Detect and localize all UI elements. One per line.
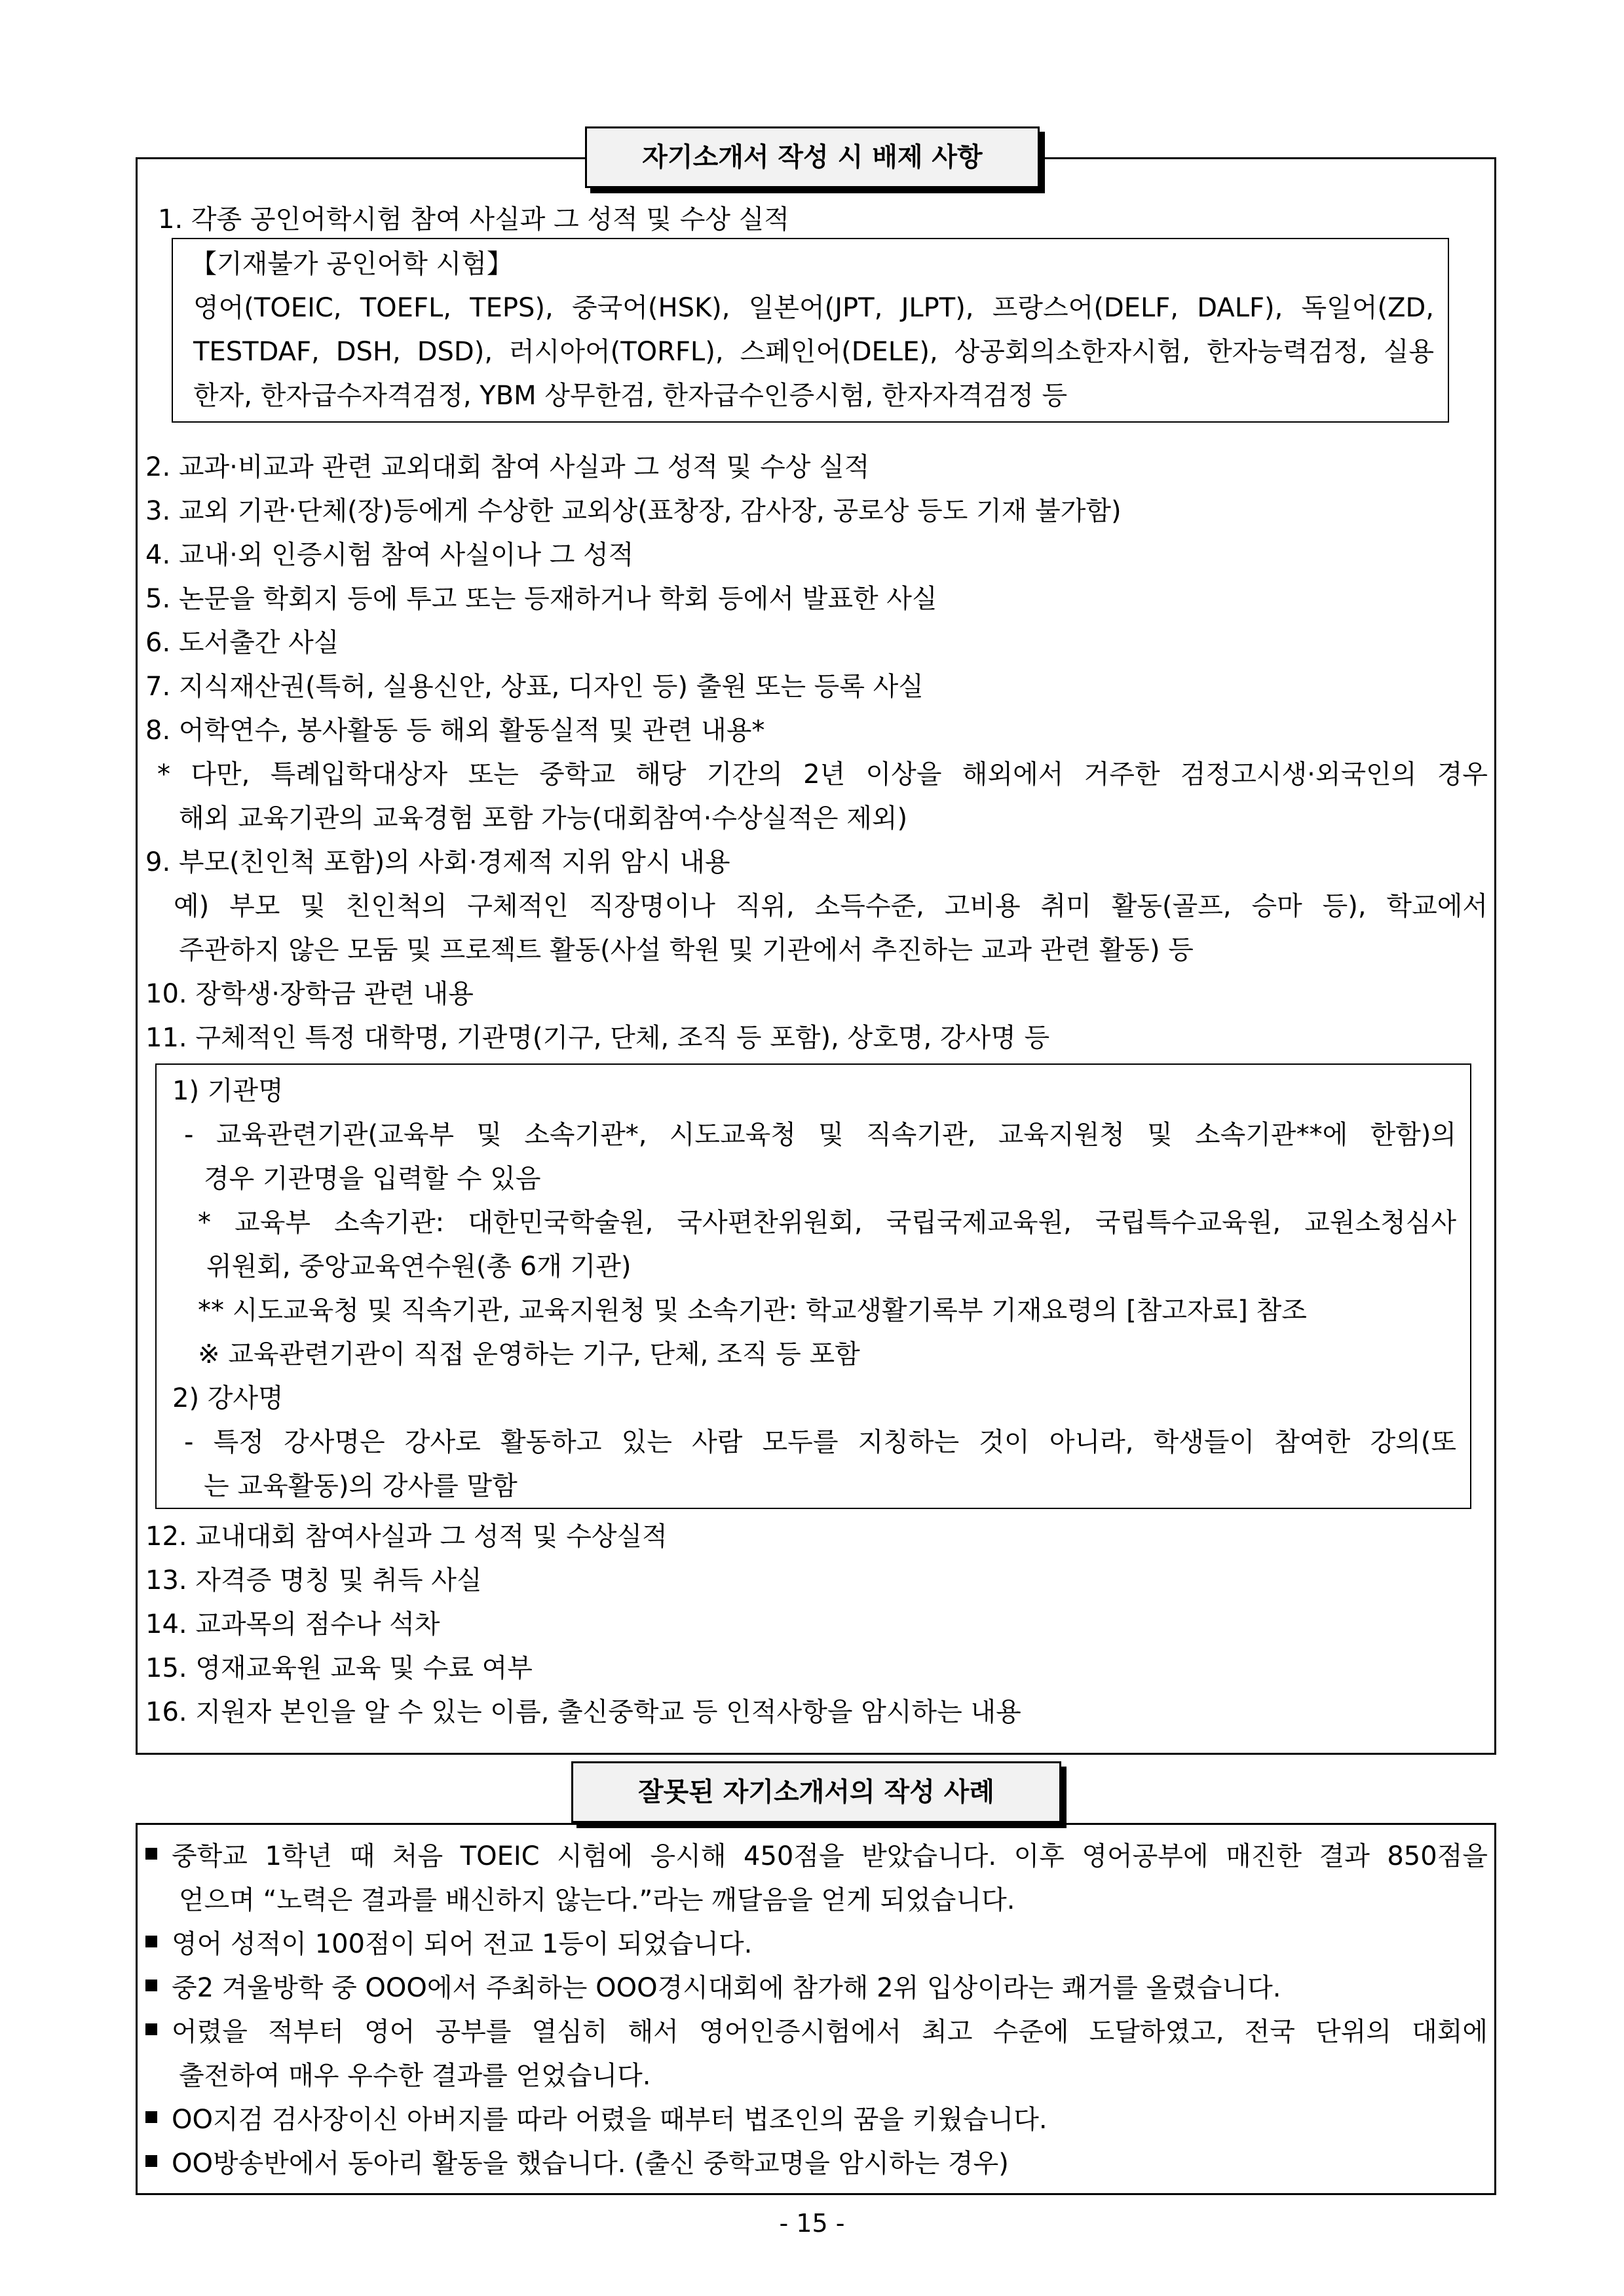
item-2: 2. 교과·비교과 관련 교외대회 참여 사실과 그 성적 및 수상 실적 [145, 452, 870, 482]
language-test-line: 영어(TOEIC, TOEFL, TEPS), 중국어(HSK), 일본어(JPT, JLPT), 프랑스어(DELF, DALF), 독일어(ZD, [193, 293, 1434, 323]
institution-line: 경우 기관명을 입력할 수 있음 [204, 1164, 541, 1194]
item-6: 6. 도서출간 사실 [145, 628, 339, 658]
item-12: 12. 교내대회 참여사실과 그 성적 및 수상실적 [145, 1521, 668, 1552]
square-bullet-icon [145, 1936, 157, 1947]
square-bullet-icon [145, 2111, 157, 2123]
example-item: 어렸을 적부터 영어 공부를 열심히 해서 영어인증시험에서 최고 수준에 도달하였고, 전국 단위의 대회에 [145, 2010, 1488, 2054]
square-bullet-icon [145, 2155, 157, 2167]
square-bullet-icon [145, 2023, 157, 2035]
example-item: OO지검 검사장이신 아버지를 따라 어렸을 때부터 법조인의 꿈을 키웠습니다. [145, 2098, 1048, 2141]
square-bullet-icon [145, 1848, 157, 1860]
exclusion-section-title: 자기소개서 작성 시 배제 사항 [585, 126, 1040, 188]
institution-note: 위원회, 중앙교육연수원(총 6개 기관) [206, 1252, 632, 1282]
item-5: 5. 논문을 학회지 등에 투고 또는 등재하거나 학회 등에서 발표한 사실 [145, 584, 937, 614]
item-15: 15. 영재교육원 교육 및 수료 여부 [145, 1653, 533, 1683]
square-bullet-icon [145, 1980, 157, 1991]
item-9-example: 주관하지 않은 모둠 및 프로젝트 활동(사설 학원 및 기관에서 추진하는 교과 관련 활동) 등 [179, 935, 1194, 965]
item-3: 3. 교외 기관·단체(장)등에게 수상한 교외상(표창장, 감사장, 공로상 등도 기재 불가함) [145, 496, 1122, 526]
example-item: OO방송반에서 동아리 활동을 했습니다. (출신 중학교명을 암시하는 경우) [145, 2142, 1009, 2185]
example-item: 중학교 1학년 때 처음 TOEIC 시험에 응시해 450점을 받았습니다. 이후 영어공부에 매진한 결과 850점을 [145, 1835, 1488, 1878]
item-14: 14. 교과목의 점수나 석차 [145, 1609, 440, 1639]
institution-note: * 교육부 소속기관: 대한민국학술원, 국사편찬위원회, 국립국제교육원, 국립특수교육원, 교원소청심사 [198, 1208, 1456, 1238]
language-test-heading: 【기재불가 공인어학 시험】 [191, 249, 513, 279]
institution-line: - 교육관련기관(교육부 및 소속기관*, 시도교육청 및 직속기관, 교육지원청 및 소속기관**에 한함)의 [184, 1120, 1456, 1150]
instructor-line: 는 교육활동)의 강사를 말함 [204, 1471, 518, 1501]
item-1: 1. 각종 공인어학시험 참여 사실과 그 성적 및 수상 실적 [158, 204, 790, 235]
item-9: 9. 부모(친인척 포함)의 사회·경제적 지위 암시 내용 [145, 847, 730, 877]
item-8: 8. 어학연수, 봉사활동 등 해외 활동실적 및 관련 내용* [145, 716, 765, 746]
item-4: 4. 교내·외 인증시험 참여 사실이나 그 성적 [145, 540, 634, 570]
language-test-line: 한자, 한자급수자격검정, YBM 상무한검, 한자급수인증시험, 한자자격검정 등 [193, 381, 1068, 411]
institution-note: ※ 교육관련기관이 직접 운영하는 기구, 단체, 조직 등 포함 [198, 1339, 860, 1369]
item-10: 10. 장학생·장학금 관련 내용 [145, 979, 474, 1009]
item-7: 7. 지식재산권(특허, 실용신안, 상표, 디자인 등) 출원 또는 등록 사실 [145, 672, 924, 702]
item-11: 11. 구체적인 특정 대학명, 기관명(기구, 단체, 조직 등 포함), 상호명, 강사명 등 [145, 1023, 1050, 1053]
instructor-line: - 특정 강사명은 강사로 활동하고 있는 사람 모두를 지칭하는 것이 아니라, 학생들이 참여한 강의(또 [184, 1427, 1456, 1457]
wrong-examples-title: 잘못된 자기소개서의 작성 사례 [571, 1761, 1061, 1823]
institution-note: ** 시도교육청 및 직속기관, 교육지원청 및 소속기관: 학교생활기록부 기재요령의 [참고자료] 참조 [198, 1295, 1307, 1326]
institution-heading: 1) 기관명 [172, 1076, 284, 1106]
example-item-cont: 출전하여 매우 우수한 결과를 얻었습니다. [179, 2061, 651, 2091]
item-8-note: 해외 교육기관의 교육경험 포함 가능(대회참여·수상실적은 제외) [179, 803, 908, 833]
item-16: 16. 지원자 본인을 알 수 있는 이름, 출신중학교 등 인적사항을 암시하는 내용 [145, 1697, 1021, 1727]
item-8-note: * 다만, 특례입학대상자 또는 중학교 해당 기간의 2년 이상을 해외에서 거주한 검정고시생·외국인의 경우 [157, 759, 1488, 790]
language-test-line: TESTDAF, DSH, DSD), 러시아어(TORFL), 스페인어(DELE), 상공회의소한자시험, 한자능력검정, 실용 [193, 337, 1434, 367]
instructor-heading: 2) 강사명 [172, 1383, 284, 1413]
page-number: - 15 - [779, 2209, 845, 2238]
item-13: 13. 자격증 명칭 및 취득 사실 [145, 1565, 482, 1596]
example-item: 중2 겨울방학 중 OOO에서 주최하는 OOO경시대회에 참가해 2위 입상이라는 쾌거를 올렸습니다. [145, 1966, 1281, 2010]
example-item-cont: 얻으며 “노력은 결과를 배신하지 않는다.”라는 깨달음을 얻게 되었습니다. [179, 1885, 1015, 1915]
item-9-example: 예) 부모 및 친인척의 구체적인 직장명이나 직위, 소득수준, 고비용 취미 활동(골프, 승마 등), 학교에서 [174, 891, 1488, 921]
example-item: 영어 성적이 100점이 되어 전교 1등이 되었습니다. [145, 1923, 752, 1966]
